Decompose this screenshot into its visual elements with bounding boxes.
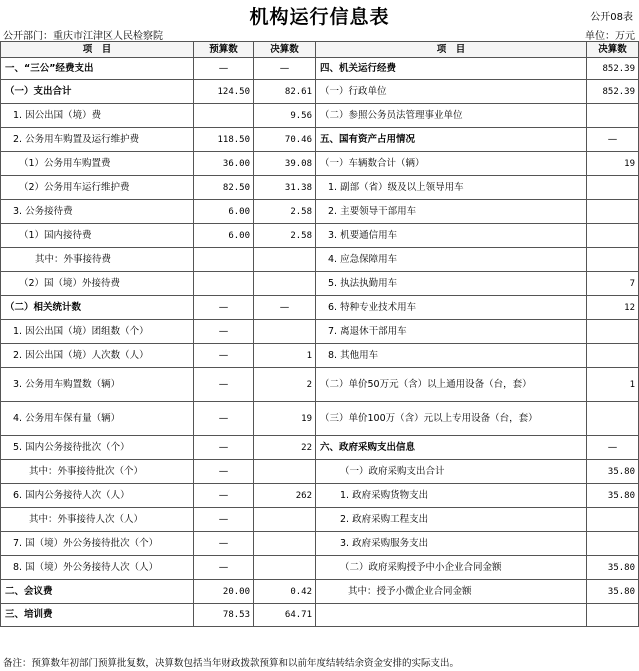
table-row	[1, 152, 639, 176]
table-row	[1, 248, 639, 272]
row-final-value-right	[587, 224, 639, 248]
row-final-value-right	[587, 320, 639, 344]
table-row	[1, 604, 639, 627]
table-row	[1, 484, 639, 508]
table-row	[1, 104, 639, 128]
table-row	[1, 58, 639, 80]
row-final-value-left: 22	[254, 436, 316, 460]
row-item-right: 6. 特种专业技术用车	[316, 296, 587, 320]
row-item-right: （一）政府采购支出合计	[316, 460, 587, 484]
row-item-left: 其中：外事接待批次（个）	[1, 460, 194, 484]
table-row	[1, 368, 639, 402]
row-final-value-right	[587, 402, 639, 436]
row-budget-value: —	[194, 296, 254, 320]
row-item-left: 4. 公务用车保有量（辆）	[1, 402, 194, 436]
row-final-value-left	[254, 508, 316, 532]
meta-bar	[0, 26, 639, 40]
row-final-value-left: —	[254, 296, 316, 320]
row-item-right: （二）单价50万元（含）以上通用设备（台，套）	[316, 368, 587, 402]
table-row	[1, 320, 639, 344]
row-item-left: （2）公务用车运行维护费	[1, 176, 194, 200]
row-item-right: 2. 主要领导干部用车	[316, 200, 587, 224]
row-budget-value: 20.00	[194, 580, 254, 604]
row-item-right: （三）单价100万（含）元以上专用设备（台，套）	[316, 402, 587, 436]
row-item-left: 3. 公务用车购置数（辆）	[1, 368, 194, 402]
row-item-right: 1. 政府采购货物支出	[316, 484, 587, 508]
row-final-value-left: 2.58	[254, 200, 316, 224]
row-final-value-right: 7	[587, 272, 639, 296]
row-item-left: 其中：外事接待人次（人）	[1, 508, 194, 532]
row-budget-value: —	[194, 344, 254, 368]
row-final-value-right: 852.39	[587, 80, 639, 104]
row-final-value-right	[587, 176, 639, 200]
row-item-right: 4. 应急保障用车	[316, 248, 587, 272]
row-item-left: 二、会议费	[1, 580, 194, 604]
row-final-value-right: 19	[587, 152, 639, 176]
row-budget-value: —	[194, 484, 254, 508]
row-item-left: 2. 公务用车购置及运行维护费	[1, 128, 194, 152]
row-item-right: 1. 副部（省）级及以上领导用车	[316, 176, 587, 200]
row-item-right: 六、政府采购支出信息	[316, 436, 587, 460]
header-item-left: 项 目	[1, 42, 194, 58]
row-final-value-right: 35.80	[587, 484, 639, 508]
row-budget-value	[194, 248, 254, 272]
table-row	[1, 436, 639, 460]
row-item-right	[316, 604, 587, 627]
row-item-right: 8. 其他用车	[316, 344, 587, 368]
table-row	[1, 460, 639, 484]
row-budget-value: —	[194, 368, 254, 402]
table-row	[1, 344, 639, 368]
row-final-value-right: —	[587, 436, 639, 460]
row-item-left: 1. 因公出国（境）费	[1, 104, 194, 128]
row-item-left: 8. 国（境）外公务接待人次（人）	[1, 556, 194, 580]
table-row	[1, 176, 639, 200]
row-budget-value: 6.00	[194, 200, 254, 224]
row-budget-value: 78.53	[194, 604, 254, 627]
table-row	[1, 80, 639, 104]
row-item-right: 其中：授予小微企业合同金额	[316, 580, 587, 604]
row-final-value-right	[587, 604, 639, 627]
department-label: 公开部门：重庆市江津区人民检察院	[3, 31, 163, 42]
row-final-value-right	[587, 532, 639, 556]
unit-label: 单位：万元	[585, 31, 635, 42]
header-final-left: 决算数	[254, 42, 316, 58]
table-row	[1, 580, 639, 604]
row-final-value-right: 1	[587, 368, 639, 402]
row-item-right: （二）政府采购授予中小企业合同金额	[316, 556, 587, 580]
row-final-value-left: 2.58	[254, 224, 316, 248]
row-final-value-right	[587, 200, 639, 224]
row-budget-value: —	[194, 320, 254, 344]
row-final-value-right	[587, 344, 639, 368]
row-budget-value	[194, 272, 254, 296]
row-item-left: 3. 公务接待费	[1, 200, 194, 224]
row-item-right: 五、国有资产占用情况	[316, 128, 587, 152]
row-budget-value: 124.50	[194, 80, 254, 104]
row-item-left: 其中：外事接待费	[1, 248, 194, 272]
row-item-right: 2. 政府采购工程支出	[316, 508, 587, 532]
row-final-value-left: 262	[254, 484, 316, 508]
row-item-left: 1. 因公出国（境）团组数（个）	[1, 320, 194, 344]
row-final-value-left: 2	[254, 368, 316, 402]
row-item-right: （一）车辆数合计（辆）	[316, 152, 587, 176]
info-table	[0, 41, 639, 627]
row-item-right: 四、机关运行经费	[316, 58, 587, 80]
row-final-value-left: 64.71	[254, 604, 316, 627]
row-final-value-left: 9.56	[254, 104, 316, 128]
row-budget-value: —	[194, 532, 254, 556]
row-final-value-left: 0.42	[254, 580, 316, 604]
row-budget-value: —	[194, 436, 254, 460]
row-budget-value: —	[194, 508, 254, 532]
row-final-value-right: —	[587, 128, 639, 152]
row-final-value-left: 82.61	[254, 80, 316, 104]
row-item-right: （一）行政单位	[316, 80, 587, 104]
table-title: 机构运行信息表	[249, 6, 390, 28]
row-item-left: （一）支出合计	[1, 80, 194, 104]
row-item-right: 3. 政府采购服务支出	[316, 532, 587, 556]
table-row	[1, 272, 639, 296]
form-number: 公开08表	[590, 12, 633, 23]
row-final-value-left	[254, 320, 316, 344]
table-header-row	[1, 42, 639, 58]
row-final-value-right: 12	[587, 296, 639, 320]
row-item-right: （二）参照公务员法管理事业单位	[316, 104, 587, 128]
row-item-left: （1）国内接待费	[1, 224, 194, 248]
footnote: 备注：预算数年初部门预算批复数，决算数包括当年财政拨款预算和以前年度结转结余资金安排的实际支出。	[3, 658, 460, 669]
table-row	[1, 508, 639, 532]
row-item-left: 5. 国内公务接待批次（个）	[1, 436, 194, 460]
row-item-left: 三、培训费	[1, 604, 194, 627]
table-row	[1, 402, 639, 436]
header-budget: 预算数	[194, 42, 254, 58]
row-item-right: 3. 机要通信用车	[316, 224, 587, 248]
row-final-value-right	[587, 104, 639, 128]
row-final-value-left	[254, 248, 316, 272]
header-item-right: 项 目	[316, 42, 587, 58]
row-item-left: 2. 因公出国（境）人次数（人）	[1, 344, 194, 368]
table-row	[1, 296, 639, 320]
row-item-right: 7. 离退休干部用车	[316, 320, 587, 344]
table-row	[1, 556, 639, 580]
row-budget-value: —	[194, 402, 254, 436]
row-item-left: （二）相关统计数	[1, 296, 194, 320]
table-row	[1, 128, 639, 152]
row-final-value-left: 1	[254, 344, 316, 368]
table-row	[1, 532, 639, 556]
table-row	[1, 200, 639, 224]
row-final-value-right	[587, 248, 639, 272]
row-item-left: 6. 国内公务接待人次（人）	[1, 484, 194, 508]
row-budget-value	[194, 104, 254, 128]
row-final-value-right: 852.39	[587, 58, 639, 80]
row-final-value-left: 19	[254, 402, 316, 436]
row-final-value-left: 31.38	[254, 176, 316, 200]
row-final-value-left	[254, 532, 316, 556]
row-final-value-left	[254, 272, 316, 296]
row-budget-value: 118.50	[194, 128, 254, 152]
header-final-right: 决算数	[587, 42, 639, 58]
row-budget-value: 82.50	[194, 176, 254, 200]
row-final-value-right	[587, 508, 639, 532]
row-final-value-left: 70.46	[254, 128, 316, 152]
row-final-value-left: —	[254, 58, 316, 80]
row-final-value-right: 35.80	[587, 556, 639, 580]
row-budget-value: 6.00	[194, 224, 254, 248]
row-budget-value: —	[194, 58, 254, 80]
table-row	[1, 224, 639, 248]
row-item-left: 一、“三公”经费支出	[1, 58, 194, 80]
row-item-left: （2）国（境）外接待费	[1, 272, 194, 296]
row-budget-value: 36.00	[194, 152, 254, 176]
row-budget-value: —	[194, 460, 254, 484]
row-item-right: 5. 执法执勤用车	[316, 272, 587, 296]
row-final-value-right: 35.80	[587, 580, 639, 604]
row-final-value-left	[254, 556, 316, 580]
row-final-value-right: 35.80	[587, 460, 639, 484]
row-item-left: （1）公务用车购置费	[1, 152, 194, 176]
row-final-value-left: 39.08	[254, 152, 316, 176]
row-final-value-left	[254, 460, 316, 484]
row-item-left: 7. 国（境）外公务接待批次（个）	[1, 532, 194, 556]
row-budget-value: —	[194, 556, 254, 580]
